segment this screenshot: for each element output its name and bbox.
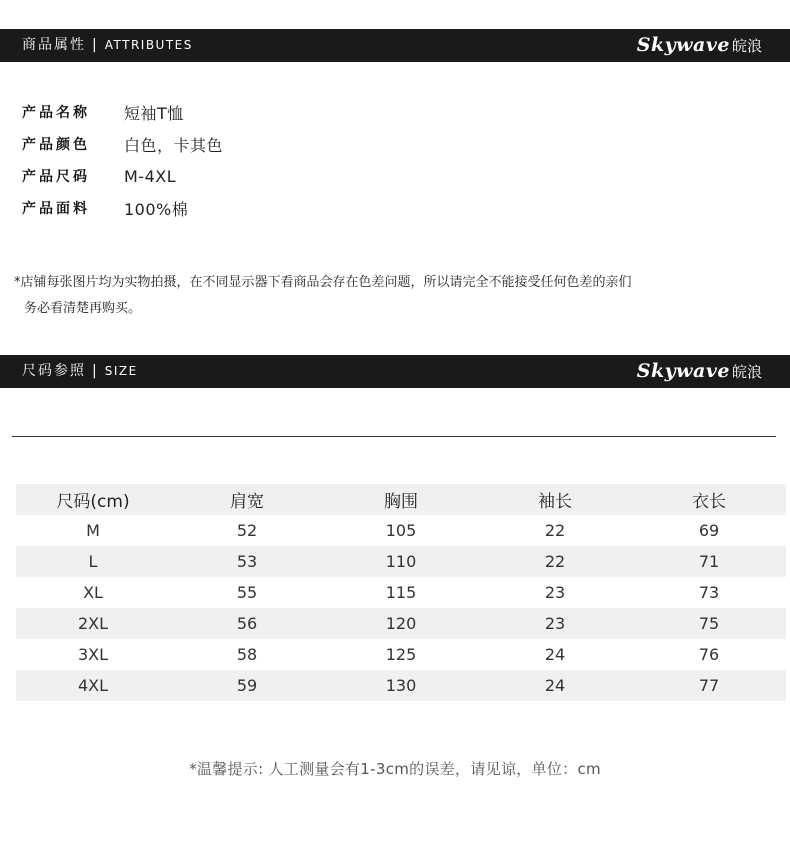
- attribute-label: 产品颜色: [22, 137, 90, 153]
- size-header-band: [0, 355, 790, 388]
- attribute-row-size: [22, 160, 223, 192]
- brand-logo: [637, 29, 762, 63]
- title-separator: |: [92, 37, 99, 53]
- attribute-row-color: [22, 128, 223, 160]
- measurement-tip: *温馨提示: 人工测量会有1-3cm的误差，请见谅，单位：cm: [189, 760, 601, 778]
- table-cell: 125: [385, 645, 417, 664]
- size-title-en: SIZE: [104, 364, 138, 378]
- table-row: [16, 546, 786, 577]
- product-attributes-list: [22, 96, 223, 224]
- attributes-title-cn: 商品属性: [22, 37, 86, 53]
- table-cell: 58: [236, 645, 258, 664]
- table-row: [16, 608, 786, 639]
- table-cell: 130: [324, 670, 478, 701]
- table-cell: 23: [478, 608, 632, 639]
- table-cell: 52: [236, 521, 258, 540]
- notice-line-1: *店铺每张图片均为实物拍摄，在不同显示器下看商品会存在色差问题，所以请完全不能接受任何色差的亲们: [14, 275, 632, 290]
- brand-name-en: Skywave: [636, 34, 730, 56]
- table-cell: XL: [83, 583, 103, 602]
- attribute-label: 产品尺码: [22, 169, 90, 185]
- size-section-title: [22, 355, 138, 388]
- divider-line: [12, 436, 776, 437]
- attribute-value: 短袖T恤: [124, 103, 184, 123]
- table-cell: 76: [698, 645, 720, 664]
- table-cell: 24: [544, 645, 566, 664]
- table-cell: 24: [478, 670, 632, 701]
- table-cell: 3XL: [77, 645, 109, 664]
- table-row: [16, 670, 786, 701]
- table-row: [16, 639, 786, 670]
- table-cell: L: [16, 546, 170, 577]
- table-cell: 115: [385, 583, 417, 602]
- table-cell: M: [86, 521, 100, 540]
- attribute-label: 产品面料: [22, 201, 90, 217]
- table-cell: 71: [632, 546, 786, 577]
- table-cell: 4XL: [16, 670, 170, 701]
- table-row: [16, 577, 786, 608]
- attribute-value: 100%棉: [124, 199, 189, 219]
- attributes-section-title: [22, 29, 193, 62]
- size-title-cn: 尺码参照: [22, 363, 86, 379]
- table-cell: 55: [236, 583, 258, 602]
- attribute-row-name: [22, 96, 223, 128]
- table-cell: 75: [632, 608, 786, 639]
- color-difference-notice: [14, 270, 734, 322]
- attribute-row-fabric: [22, 192, 223, 224]
- table-header-row: [16, 484, 786, 515]
- table-cell: 2XL: [16, 608, 170, 639]
- table-cell: 120: [324, 608, 478, 639]
- attribute-label: 产品名称: [22, 105, 90, 121]
- size-chart-table: [16, 484, 786, 701]
- notice-line-2: 务必看清楚再购买。: [24, 301, 142, 316]
- table-cell: 53: [170, 546, 324, 577]
- brand-name-en: Skywave: [636, 360, 730, 382]
- column-header-sleeve: 袖长: [478, 484, 632, 515]
- column-header-length: 衣长: [632, 484, 786, 515]
- attributes-title-en: ATTRIBUTES: [104, 38, 193, 52]
- table-cell: 69: [698, 521, 720, 540]
- column-header-shoulder: 肩宽: [170, 484, 324, 515]
- table-cell: 23: [544, 583, 566, 602]
- table-cell: 22: [478, 546, 632, 577]
- table-cell: 56: [170, 608, 324, 639]
- table-row: [16, 515, 786, 546]
- brand-logo: [637, 355, 762, 389]
- attributes-header-band: [0, 29, 790, 62]
- table-cell: 59: [170, 670, 324, 701]
- attribute-value: M-4XL: [124, 166, 177, 186]
- column-header-chest: 胸围: [324, 484, 478, 515]
- table-cell: 22: [544, 521, 566, 540]
- column-header-size: 尺码(cm): [16, 484, 170, 515]
- table-cell: 73: [698, 583, 720, 602]
- attribute-value: 白色，卡其色: [124, 135, 224, 155]
- brand-name-cn: 皖浪: [731, 37, 762, 55]
- table-cell: 105: [385, 521, 417, 540]
- table-cell: 110: [324, 546, 478, 577]
- table-cell: 77: [632, 670, 786, 701]
- title-separator: |: [92, 363, 99, 379]
- brand-name-cn: 皖浪: [731, 363, 762, 381]
